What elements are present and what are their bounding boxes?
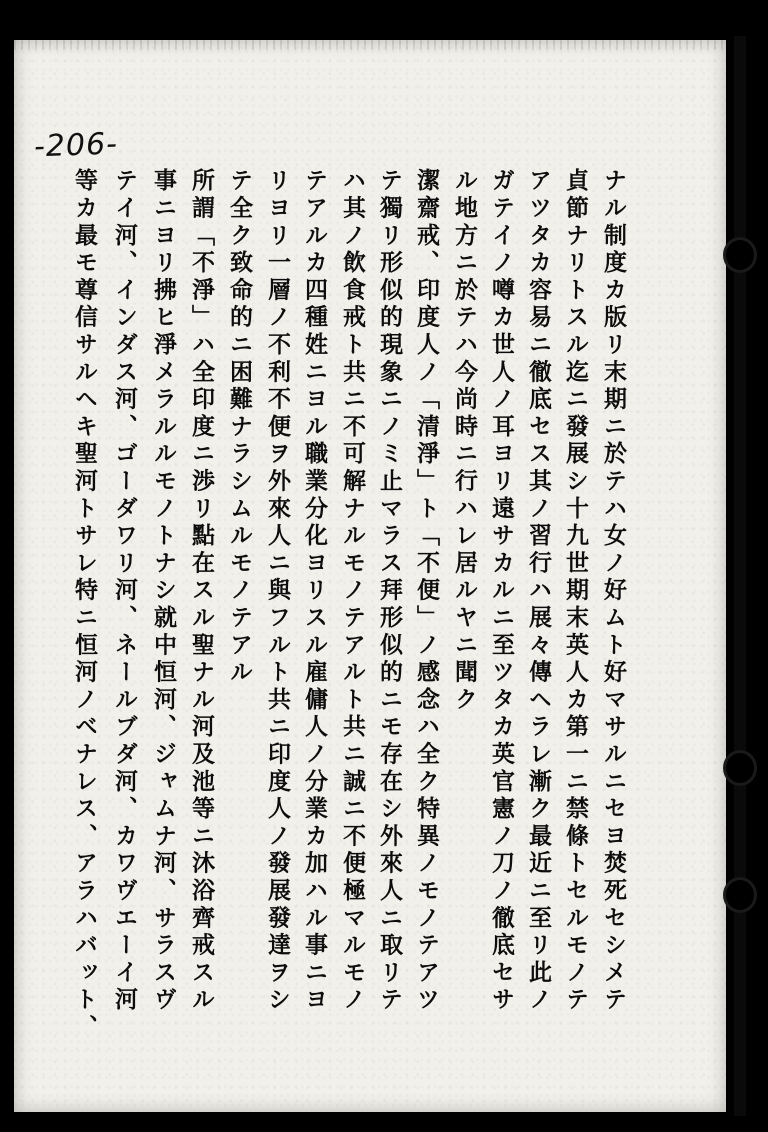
page-edge-noise <box>14 40 726 50</box>
text-column-8: ハ其ノ飲食戒ト共ニ不可解ナルモノテアルト共ニ誠ニ不便極マルモノ <box>339 168 366 1015</box>
text-column-13: 事ニヨリ拂ヒ淨メラルルモノトナシ就中恒河、ジャムナ河、サラスヴ <box>150 168 177 1015</box>
text-column-10: リヨリ一層ノ不利不便ヲ外來人ニ與フルト共ニ印度人ノ發展發達ヲシ <box>264 168 291 1015</box>
text-column-4: ガテイノ噂カ世人ノ耳ヨリ遠サカルニ至ツタカ英官憲ノ刀ノ徹底セサ <box>488 168 515 1015</box>
binding-hole-1 <box>726 240 754 270</box>
binding-spine <box>734 36 746 1116</box>
text-column-15: 等カ最モ尊信サルヘキ聖河トサレ特ニ恒河ノベナレス、アラハバット、 <box>71 168 98 1042</box>
text-column-14: テイ河、インダス河、ゴーダワリ河、ネールブダ河、カワヴエーイ河 <box>111 168 138 1015</box>
text-column-3: アツタカ容易ニ徹底セス其ノ習行ハ展々傳ヘラレ漸ク最近ニ至リ此ノ <box>525 168 552 1015</box>
binding-hole-2 <box>726 753 754 783</box>
page-number: -206- <box>33 126 119 165</box>
text-column-2: 貞節ナリトスル迄ニ發展シ十九世期末英人カ第一ニ禁條トセルモノテ <box>562 168 589 1015</box>
text-column-12: 所謂「不淨」ハ全印度ニ渉リ點在スル聖ナル河及池等ニ沐浴齊戒スル <box>188 168 215 1015</box>
text-column-11: テ全ク致命的ニ困難ナラシムルモノテアル <box>226 168 253 687</box>
text-column-7: テ獨リ形似的現象ニノミ止マラス拜形似的ニモ存在シ外來人ニ取リテ <box>376 168 403 1015</box>
text-column-6: 潔齋戒、印度人ノ「清淨」ト「不便」ノ感念ハ全ク特異ノモノテアツ <box>413 168 440 1015</box>
text-column-9: テアルカ四種姓ニヨル職業分化ヨリスル雇傭人ノ分業カ加ハル事ニヨ <box>301 168 328 1015</box>
text-column-1: ナル制度カ版リ末期ニ於テハ女ノ好ムト好マサルニセヨ焚死セシメテ <box>600 168 627 1015</box>
binding-hole-3 <box>726 880 754 910</box>
text-column-5: ル地方ニ於テハ今尚時ニ行ハレ居ルヤニ聞ク <box>451 168 478 714</box>
